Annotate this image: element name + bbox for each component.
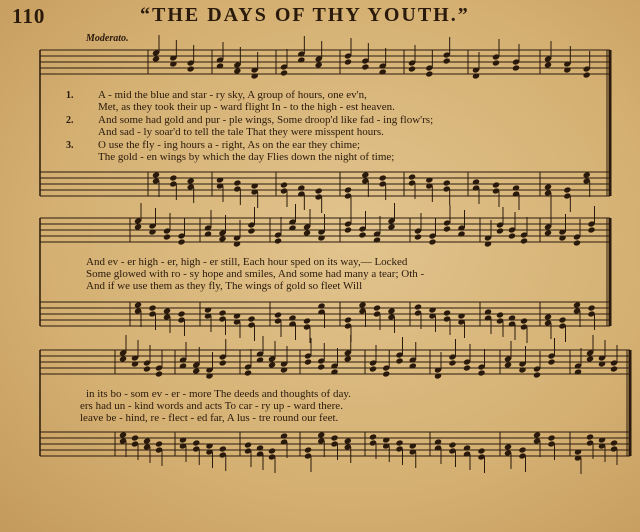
note-head <box>610 439 618 446</box>
note-head <box>448 359 456 366</box>
note-head <box>369 365 377 372</box>
note-head <box>573 301 581 308</box>
note-head <box>192 367 200 374</box>
note-head <box>131 434 139 441</box>
lyric-line: And ev - er high - er, high - er still, Each hour sped on its way,— Locked <box>86 256 408 268</box>
lyric-line: ers had un - kind words and acts To car - ry up - ward there. <box>80 400 343 412</box>
note-head <box>280 181 288 188</box>
note-head <box>134 301 142 308</box>
note-head <box>192 439 200 446</box>
note-head <box>274 311 282 318</box>
note-head <box>303 317 311 324</box>
note-head <box>533 371 541 378</box>
note-head <box>163 307 171 314</box>
lyric-line: Met, as they took their up - ward flight In - to the high - est heaven. <box>98 101 395 113</box>
note-head <box>244 441 252 448</box>
tempo-marking: Moderato. <box>86 33 129 44</box>
note-head <box>148 304 156 311</box>
note-head <box>304 358 312 365</box>
note-head <box>583 171 591 178</box>
note-head <box>344 58 352 65</box>
lyric-line: Some glowed with ro - sy hope and smiles, And some had many a tear; Oth - <box>86 268 425 280</box>
note-head <box>544 313 552 320</box>
note-head <box>395 439 403 446</box>
note-head <box>586 355 594 362</box>
note-head <box>218 235 226 242</box>
note-head <box>443 57 451 64</box>
note-head <box>369 433 377 440</box>
note-head <box>169 174 177 181</box>
verse-number: 3. <box>66 140 74 151</box>
note-head <box>520 237 528 244</box>
note-head <box>219 359 227 366</box>
page-number: 110 <box>12 4 46 28</box>
note-head <box>330 434 338 441</box>
note-head <box>573 239 581 246</box>
note-head <box>134 223 142 230</box>
note-head <box>547 358 555 365</box>
note-head <box>344 186 352 193</box>
note-head <box>387 307 395 314</box>
note-head <box>163 233 171 240</box>
note-head <box>496 227 504 234</box>
note-head <box>379 174 387 181</box>
note-head <box>317 363 325 370</box>
note-head <box>587 226 595 233</box>
note-head <box>358 231 366 238</box>
verse-number: 2. <box>66 115 74 126</box>
note-head <box>563 186 571 193</box>
note-head <box>610 365 618 372</box>
note-head <box>361 63 369 70</box>
note-head <box>177 310 185 317</box>
note-head <box>187 65 195 72</box>
note-head <box>583 71 591 78</box>
note-head <box>544 61 552 68</box>
note-head <box>587 304 595 311</box>
note-head <box>518 446 526 453</box>
song-title: “THE DAYS OF THY YOUTH.” <box>140 4 470 26</box>
note-head <box>544 183 552 190</box>
note-head <box>280 69 288 76</box>
note-head <box>219 445 227 452</box>
note-head <box>504 361 512 368</box>
note-head <box>315 187 323 194</box>
lyric-line: And if we use them as they fly, The wings of gold so fleet Will <box>86 280 363 292</box>
note-head <box>443 179 451 186</box>
note-head <box>492 59 500 66</box>
note-head <box>304 446 312 453</box>
note-head <box>177 238 185 245</box>
note-head <box>233 179 241 186</box>
note-head <box>492 181 500 188</box>
note-head <box>247 227 255 234</box>
note-head <box>344 316 352 323</box>
note-head <box>496 311 504 318</box>
note-head <box>382 370 390 377</box>
note-head <box>463 364 471 371</box>
note-head <box>247 315 255 322</box>
note-head <box>119 431 127 438</box>
note-head <box>155 370 163 377</box>
note-head <box>520 317 528 324</box>
note-head <box>512 64 520 71</box>
note-head <box>233 67 241 74</box>
note-head <box>344 226 352 233</box>
note-head <box>152 55 160 62</box>
lyric-line: O use the fly - ing hours a - right, As on the ear they chime; <box>98 139 361 151</box>
note-head <box>544 229 552 236</box>
note-head <box>358 301 366 308</box>
verse-number: 1. <box>66 90 74 101</box>
note-head <box>477 369 485 376</box>
note-head <box>344 437 352 444</box>
note-head <box>303 229 311 236</box>
note-head <box>143 365 151 372</box>
lyric-line: A - mid the blue and star - ry sky, A group of hours, one ev'n, <box>98 89 367 101</box>
note-head <box>448 441 456 448</box>
note-head <box>533 431 541 438</box>
note-head <box>244 369 252 376</box>
note-head <box>218 309 226 316</box>
note-head <box>408 173 416 180</box>
note-head <box>414 233 422 240</box>
note-head <box>315 61 323 68</box>
note-head <box>425 70 433 77</box>
note-head <box>373 304 381 311</box>
lyric-line: in its bo - som ev - er - more The deeds and thoughts of day. <box>86 388 351 400</box>
lyric-line: The gold - en wings by which the day Flies down the night of time; <box>98 151 395 163</box>
note-head <box>443 225 451 232</box>
note-head <box>268 361 276 368</box>
note-head <box>274 237 282 244</box>
note-head <box>317 431 325 438</box>
note-head <box>477 447 485 454</box>
note-head <box>152 171 160 178</box>
note-head <box>414 303 422 310</box>
note-head <box>408 65 416 72</box>
note-head <box>547 434 555 441</box>
note-head <box>443 309 451 316</box>
note-head <box>508 232 516 239</box>
note-head <box>268 447 276 454</box>
note-head <box>187 177 195 184</box>
note-head <box>119 355 127 362</box>
note-head <box>558 316 566 323</box>
note-head <box>395 357 403 364</box>
note-head <box>361 171 369 178</box>
lyric-line: And sad - ly soar'd to tell the tale That they were misspent hours. <box>98 126 384 138</box>
lyric-line: leave be - hind, re - flect - ed far, A lus - tre round our feet. <box>80 412 339 424</box>
note-head <box>428 238 436 245</box>
note-head <box>344 355 352 362</box>
note-head <box>155 440 163 447</box>
note-head <box>586 433 594 440</box>
note-head <box>387 223 395 230</box>
note-head <box>143 437 151 444</box>
note-head <box>504 443 512 450</box>
lyric-line: And some had gold and pur - ple wings, Some droop'd like fad - ing flow'rs; <box>98 114 434 126</box>
